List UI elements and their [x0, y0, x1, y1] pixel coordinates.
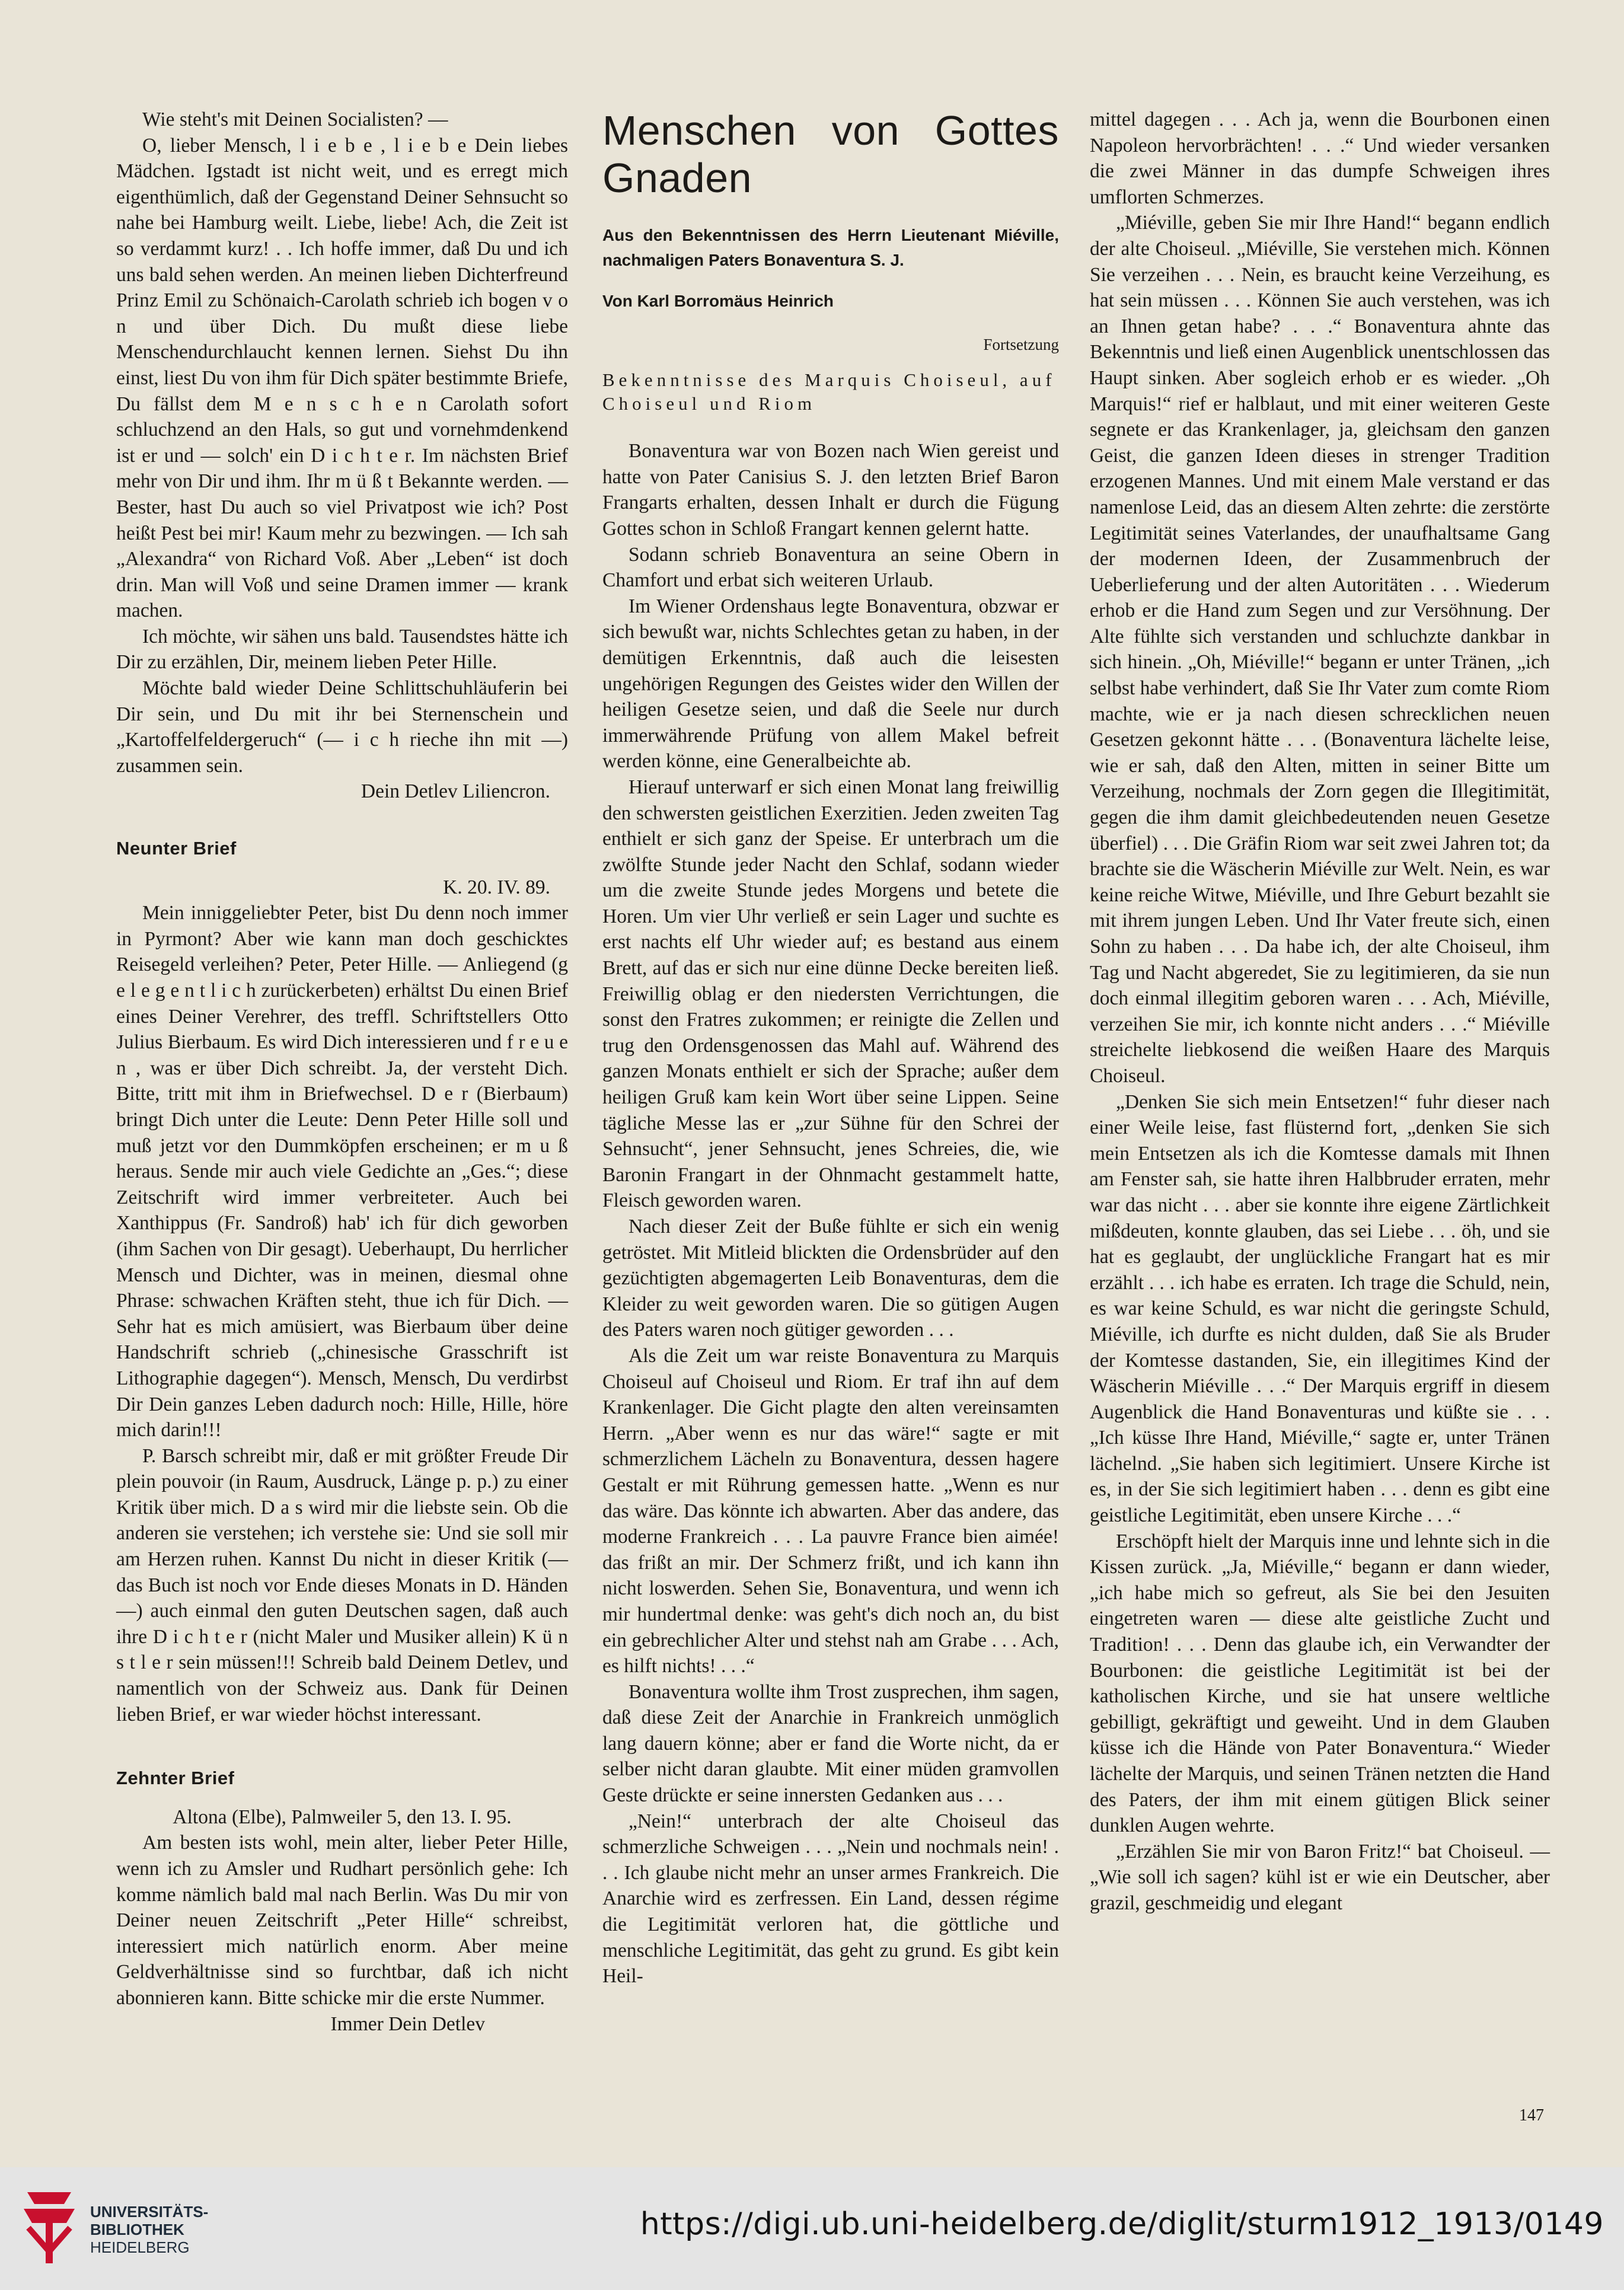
letter-signature: Dein Detlev Liliencron. — [360, 780, 550, 803]
letter-heading-tenth: Zehnter Brief — [116, 1768, 235, 1789]
letter-signature: Immer Dein Detlev — [330, 2012, 485, 2035]
paragraph: Ich möchte, wir sähen uns bald. Tausendstes hätte ich Dir zu erzählen, Dir, meinem lieben Peter Hille. — [116, 625, 568, 674]
article-author: Von Karl Borromäus Heinrich — [602, 292, 834, 310]
paragraph: Nach dieser Zeit der Buße fühlte er sich ein wenig getröstet. Mit Mitleid blickten die Ordensbrüder auf den gezüchtigten abgemagerten Leib Bonaventuras, dem die Kleider zu weit geworden waren. Die so gütigen Augen des Paters waren noch gütiger geworden . . . — [602, 1216, 1059, 1341]
paragraph: Wie steht's mit Deinen Socialisten? — — [142, 109, 448, 130]
paragraph: Bonaventura war von Bozen nach Wien gereist und hatte von Pater Canisius S. J. den letzten Brief Baron Frangarts erhalten, dessen Inhalt er durch die Fügung Gottes schon in Schloß Frangart kennen gelernt hatte. — [602, 440, 1059, 540]
paragraph: Hierauf unterwarf er sich einen Monat lang freiwillig den schwersten geistlichen Exerzitien. Jeden zweiten Tag enthielt er sich ganz der Speise. Er unterbrach um die zwölfte Stunde jeder Nacht den Schlaf, sodann wieder um die zweite Stunde jedes Morgens und betete die Horen. Um vier Uhr verließ er sein Lager und suchte es erst nachts elf Uhr wieder auf; es bestand aus einem Brett, auf das er sich nur eine dünne Decke bereiten ließ. Freiwillig oblag er den niedersten Verrichtungen, die sonst den Fratres zukommen; er reinigte die Zellen und trug den Ordensgenossen das Mahl auf. Während des ganzen Monats enthielt er sich der Sprache; außer dem heiligen Gruß kam kein Wort über seine Lippen. Seine tägliche Messe las er „zur Sühne für den Schrei der Sehnsucht“, jener Sehnsucht, jenes Schreies, die, wie Baronin Frangart in der Ohnmacht gestammelt hatte, Fleisch geworden waren. — [602, 776, 1059, 1212]
paragraph: „Nein!“ unterbrach der alte Choiseul das schmerzliche Schweigen . . . „Nein und nochmals nein! . . . Ich glaube nicht mehr an unser armes Frankreich. Die Anarchie wird es zerfressen. Ein Land, dessen régime die Legitimität verloren hat, die göttliche und menschliche Legitimität, das geht zu grund. Es gibt kein Heil- — [602, 1810, 1059, 1988]
article-subtitle: Aus den Bekenntnissen des Herrn Lieutenant Miéville, nachmaligen Paters Bonaventura S. J. — [602, 226, 1059, 269]
paragraph: Am besten ists wohl, mein alter, lieber Peter Hille, wenn ich zu Amsler und Rudhart persönlich gehe: Ich komme nämlich bald mal nach Berlin. Was Du mir von Deiner neuen Zeitschrift „Peter Hille“ schreibst, interessiert mich natürlich enorm. Aber meine Geldverhältnisse sind so furchtbar, daß ich nicht abonnieren kann. Bitte schicke mir die erste Nummer. — [116, 1832, 568, 2009]
right-column — [1090, 107, 1550, 1916]
letter-heading-ninth: Neunter Brief — [116, 838, 237, 859]
section-heading: Bekenntnisse des Marquis Choiseul, auf Choiseul und Riom — [602, 369, 1056, 414]
paragraph: O, lieber Mensch, l i e b e , l i e b e Dein liebes Mädchen. Igstadt ist nicht weit, und es erregt mich eigenthümlich, daß der Gegenstand Deiner Sehnsucht so nahe bei Hamburg weilt. Liebe, liebe! Ach, die Zeit ist so verdammt kurz! . . Ich hoffe immer, daß Du und ich uns bald sehen werden. An meinen lieben Dichterfreund Prinz Emil zu Schönaich-Carolath schrieb ich bogen v o n und über Dich. Du mußt diese liebe Menschendurchlaucht kennen lernen. Siehst Du ihn einst, liest Du von ihm für Dich später bestimmte Briefe, Du fällst dem M e n s c h e n Carolath sofort schluchzend an den Hals, so gut und vornehmdenkend ist er und — solch' ein D i c h t e r. Im nächsten Brief mehr von Dir und ihm. Ihr m ü ß t Bekannte werden. — Bester, hast Du auch so viel Privatpost wie ich? Post heißt Pest bei mir! Kaum mehr zu bezwingen. — Ich sah „Alexandra“ von Richard Voß. Aber „Leben“ ist doch drin. Man will Voß und seine Dramen immer — krank machen. — [116, 134, 568, 622]
paragraph: Mein inniggeliebter Peter, bist Du denn noch immer in Pyrmont? Aber wie kann man doch geschicktes Reisegeld verleihen? Peter, Peter Hille. — Anliegend (g e l e g e n t l i c h zurückerbeten) erhältst Du einen Brief eines Deiner Verehrer, des treffl. Schriftstellers Otto Julius Bierbaum. Es wird Dich interessieren und f r e u e n , was er über Dich schreibt. Ja, der versteht Dich. Bitte, tritt mit ihm in Briefwechsel. D e r (Bierbaum) bringt Dich unter die Leute: Denn Peter Hille soll und muß jetzt vor den Dummköpfen erscheinen; er m u ß heraus. Sende mir auch viele Gedichte an „Ges.“; diese Zeitschrift wird immer verbreiteter. Auch bei Xanthippus (Fr. Sandroß) hab' ich für dich geworben (ihm Sachen von Dir gesagt). Ueberhaupt, Du herrlicher Mensch und Dichter, was in meinen, diesmal ohne Phrase: schwachen Kräften steht, thue ich für Dich. — Sehr hat es mich amüsiert, was Bierbaum über deine Handschrift schrieb („chinesische Grasschrift ist Lithographie dagegen“). Mensch, Mensch, Du verdirbst Dir Dein ganzes Leben dadurch noch: Hille, Hille, höre mich darin!!! — [116, 902, 568, 1441]
viewer-footer — [0, 2167, 1624, 2290]
paragraph: „Denken Sie sich mein Entsetzen!“ fuhr dieser nach einer Weile leise, fast flüsternd fort, „denken Sie sich mein Entsetzen als ich die Komtesse damals mit Ihnen am Fenster sah, sie hatte ihren Halbbruder erraten, mehr war das nicht . . . aber sie konnte ihre eigene Zärtlichkeit mißdeuten, konnte glauben, das sei Liebe . . . öh, und sie hat es geglaubt, der unglückliche Frangart hat es mir erzählt . . . ich habe es erraten. Ich trage die Schuld, nein, es war keine Schuld, es war nicht die geringste Schuld, Miéville, ich durfte es nicht dulden, daß Sie als Bruder der Komtesse dastanden, Sie, ein illegitimes Kind der Wäscherin Miéville . . .“ Der Marquis ergriff in diesem Augenblick die Hand Bonaventuras und küßte sie . . . „Ich küsse Ihre Hand, Miéville,“ sagte er, unter Tränen lächelnd. „Sie haben sich legitimiert. Unsere Kirche ist es, in der Sie sich legitimiert haben . . . denn es gibt eine geistliche Legitimität, eben unsere Kirche . . .“ — [1090, 1090, 1550, 1527]
paragraph: Möchte bald wieder Deine Schlittschuhläuferin bei Dir sein, und Du mit ihr bei Sternenschein und „Kartoffelfeldergeruch“ (— i c h rieche ihn mit —) zusammen sein. — [116, 677, 568, 777]
library-logo-icon — [17, 2186, 82, 2269]
letter-date: Altona (Elbe), Palmweiler 5, den 13. I. 95. — [173, 1806, 512, 1828]
letter-date: K. 20. IV. 89. — [443, 876, 550, 898]
paragraph: Sodann schrieb Bonaventura an seine Obern in Chamfort und erbat sich weiteren Urlaub. — [602, 543, 1059, 592]
paragraph: Als die Zeit um war reiste Bonaventura zu Marquis Choiseul auf Choiseul und Riom. Er traf ihn auf dem Krankenlager. Die Gicht plagte den alten vereinsamten Herrn. „Aber wenn es nur das wäre!“ sagte er mit schmerzlichem Lächeln zu Bonaventura, dessen hagere Gestalt er mit Rührung gemessen hatte. „Wenn es nur das wäre. Das könnte ich abwarten. Aber das andere, das moderne Frankreich . . . La pauvre France bien aimée! das frißt an mir. Der Schmerz frißt, und ich kann ihn nicht loswerden. Sehen Sie, Bonaventura, und wenn ich mir hundertmal denke: was geht's dich noch an, du bist ein gebrechlicher Alter und stehst nah am Grabe . . . Ach, es hilft nichts! . . .“ — [602, 1344, 1059, 1677]
continued-label: Fortsetzung — [983, 335, 1059, 353]
page-number: 147 — [1519, 2106, 1544, 2125]
paragraph: Bonaventura wollte ihm Trost zusprechen, ihm sagen, daß diese Zeit der Anarchie in Frankreich unmöglich lang dauern könne; aber er fand die Worte nicht, da er selber nicht daran glaubte. Mit einer müden gramvollen Geste drückte er seine innersten Gedanken aus . . . — [602, 1680, 1059, 1807]
paragraph: P. Barsch schreibt mir, daß er mit größter Freude Dir plein pouvoir (in Raum, Ausdruck, Länge p. p.) zu einer Kritik über mich. D a s wird mir die liebste sein. Ob die anderen sie verstehen; ich verstehe sie: Und sie soll mir am Herzen ruhen. Kannst Du nicht in dieser Kritik (— das Buch ist noch vor Ende dieses Monats in D. Händen —) auch einmal den guten Deutschen sagen, daß auch ihre D i c h t e r (nicht Maler und Musiker allein) K ü n s t l e r sein müssen!!! Schreib bald Deinem Detlev, und namentlich von der Schweiz aus. Dank für Deinen lieben Brief, er war wieder höchst interessant. — [116, 1444, 568, 1726]
paragraph: mittel dagegen . . . Ach ja, wenn die Bourbonen einen Napoleon hervorbrächten! . . .“ Und wieder versanken die zwei Männer in das dumpfe Schweigen ihres umflorten Schmerzes. — [1090, 109, 1550, 208]
paragraph: Im Wiener Ordenshaus legte Bonaventura, obzwar er sich bewußt war, nichts Schlechtes getan zu haben, in der demütigen Erkenntnis, daß auch die leisesten ungehörigen Regungen des Geistes wider den Willen der heiligen Gesetze seien, und daß die Seele nur durch immerwährende Prüfung von allem Makel befreit werden könne, eine Generalbeichte ab. — [602, 595, 1059, 773]
library-name[interactable]: UNIVERSITÄTS- BIBLIOTHEK HEIDELBERG — [90, 2203, 209, 2256]
paragraph: Erschöpft hielt der Marquis inne und lehnte sich in die Kissen zurück. „Ja, Miéville,“ begann er dann wieder, „ich habe mich so gefreut, als Sie bei den Jesuiten eingetreten waren — diese alte geistliche Zucht und Tradition! . . . Denn das glaube ich, ein Verwandter der Bourbonen: die geistliche Legitimität ist bei der katholischen Kirche, und sie hat unsere weltliche gebilligt, gekräftigt und geweiht. Und in dem Glauben küsse ich die Hände von Pater Bonaventura.“ Wieder lächelte der Marquis, und seinen Tränen netzten die Hand des Paters, der ihm mit einem gütigen Blick seiner dunklen Augen wehrte. — [1090, 1530, 1550, 1837]
source-url-link[interactable]: https://digi.ub.uni-heidelberg.de/diglit/sturm1912_1913/0149 — [640, 2206, 1604, 2242]
left-column — [116, 107, 568, 2037]
middle-column — [602, 107, 1059, 1989]
paragraph: „Erzählen Sie mir von Baron Fritz!“ bat Choiseul. — „Wie soll ich sagen? kühl ist er wie ein Deutscher, aber grazil, geschmeidig und elegant — [1090, 1840, 1550, 1914]
paragraph: „Miéville, geben Sie mir Ihre Hand!“ begann endlich der alte Choiseul. „Miéville, Sie verstehen mich. Können Sie verzeihen . . . Nein, es braucht keine Verzeihung, es hat sein müssen . . . Können Sie auch verstehen, was ich an Ihnen getan habe? . . .“ Bonaventura ahnte das Bekenntnis und ließ einen Augenblick unentschlossen das Haupt sinken. Aber sogleich erhob er es wieder. „Oh Marquis!“ rief er halblaut, und mit einer weiteren Geste segnete er das Krankenlager, ja, gleichsam den ganzen Geist, die ganzen Ideen dieses in strenger Tradition erzogenen Mannes. Und mit einem Male verstand er das namenlose Leid, das an diesem Alten zehrte: die zerstörte Legitimität seines Vaterlandes, der unaufhaltsame Gang der modernen Ideen, der Zusammenbruch der Ueberlieferung und der alten Autoritäten . . . Wiederum erhob er die Hand zum Segen und zur Versöhnung. Der Alte fühlte sich verstanden und schluchzte dankbar in sich hinein. „Oh, Miéville!“ begann er unter Tränen, „ich selbst habe verhindert, daß Sie Ihr Vater zum comte Riom machte, wie er ja nach diesen schrecklichen neuen Gesetzen gekonnt hätte . . . (Bonaventura lächelte leise, wie er sah, daß den Alten, mitten in seiner Bitte um Verzeihung, nochmals der Zorn gegen die Illegitimität, gegen die ihm damit gleichbedeutenden neuen Gesetze überfiel) . . . Die Gräfin Riom war seit zwei Jahren tot; da brachte sie die Wäscherin Miéville zur Welt. Nein, es war keine reiche Witwe, Miéville, und Ihre Geburt bezahlt sie mit ihrem jungen Leben. Und Ihr Vater freute sich, einen Sohn zu haben . . . Da habe ich, der alte Choiseul, ihm Tag und Nacht abgeredet, Sie zu legitimieren, da sie nun doch einmal illegitim geboren waren . . . Ach, Miéville, verzeihen Sie mir, ich konnte nicht anders . . .“ Miéville streichelte liebkosend die weißen Haare des Marquis Choiseul. — [1090, 212, 1550, 1087]
article-title: Menschen von Gottes Gnaden — [602, 107, 1059, 201]
